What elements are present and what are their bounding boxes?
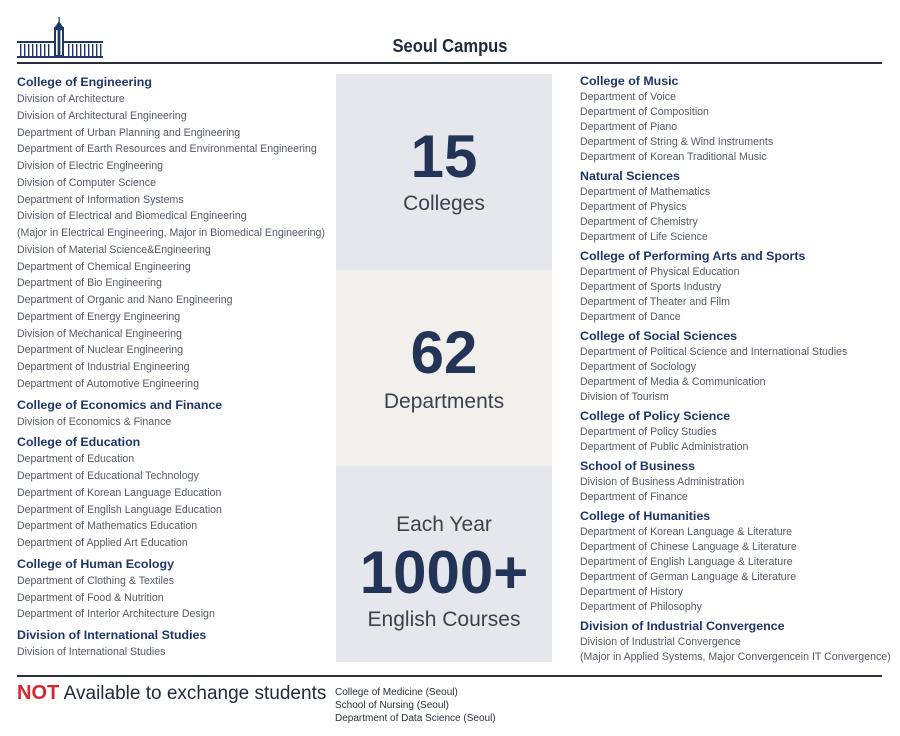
courses-count: 1000+ bbox=[359, 539, 529, 606]
college-heading-division-of-international-studies: Division of International Studies bbox=[17, 628, 207, 642]
college-heading-college-of-performing-arts-and-sports: College of Performing Arts and Sports bbox=[580, 249, 806, 263]
departments-count: 62 bbox=[410, 319, 478, 386]
department-item: Department of Sports Industry bbox=[580, 281, 722, 293]
department-item: (Major in Electrical Engineering, Major in Biomedical Engineering) bbox=[17, 227, 325, 239]
colleges-stat-panel bbox=[336, 74, 552, 270]
bottom-divider bbox=[17, 675, 882, 677]
college-heading-college-of-social-sciences: College of Social Sciences bbox=[580, 329, 738, 343]
left-college-list bbox=[17, 73, 335, 661]
department-item: Department of Food & Nutrition bbox=[17, 591, 164, 604]
department-item: Department of Korean Traditional Music bbox=[580, 151, 767, 163]
departments-stat-panel bbox=[336, 270, 552, 466]
courses-stat-panel bbox=[336, 466, 552, 662]
department-item: Department of Earth Resources and Environmental Engineering bbox=[17, 143, 317, 156]
department-item: Department of Urban Planning and Engineering bbox=[17, 126, 241, 139]
department-item: Department of Korean Language & Literature bbox=[580, 526, 793, 538]
department-item: Department of Chemical Engineering bbox=[17, 260, 191, 273]
department-item: Department of Automotive Engineering bbox=[17, 377, 199, 390]
department-item: Division of Industrial Convergence bbox=[580, 636, 741, 648]
department-item: Department of Piano bbox=[580, 121, 678, 133]
excluded-unit-item: Department of Data Science (Seoul) bbox=[335, 713, 496, 724]
page-title: Seoul Campus bbox=[392, 36, 508, 56]
department-item: Department of Clothing & Textiles bbox=[17, 574, 175, 587]
college-heading-college-of-humanities: College of Humanities bbox=[580, 509, 711, 523]
department-item: Department of Information Systems bbox=[17, 193, 184, 206]
department-item: Department of Public Administration bbox=[580, 441, 749, 453]
courses-label: English Courses bbox=[367, 608, 521, 631]
department-item: Division of Tourism bbox=[580, 391, 669, 403]
department-item: Department of Mathematics bbox=[580, 186, 711, 198]
department-item: Division of Material Science&Engineering bbox=[17, 243, 211, 256]
top-divider bbox=[17, 62, 882, 64]
department-item: Department of Bio Engineering bbox=[17, 277, 162, 290]
not-word: NOT bbox=[17, 682, 60, 704]
courses-prefix: Each Year bbox=[396, 513, 492, 536]
college-heading-division-of-industrial-convergence: Division of Industrial Convergence bbox=[580, 619, 785, 633]
department-item: (Major in Applied Systems, Major Convergencein IT Convergence) bbox=[580, 651, 891, 663]
department-item: Division of Economics & Finance bbox=[17, 415, 172, 428]
department-item: Department of Life Science bbox=[580, 231, 708, 243]
department-item: Division of Computer Science bbox=[17, 176, 156, 189]
college-heading-college-of-economics-and-finance: College of Economics and Finance bbox=[17, 397, 223, 412]
college-heading-college-of-human-ecology: College of Human Ecology bbox=[17, 556, 174, 571]
department-item: Division of Architectural Engineering bbox=[17, 109, 187, 122]
department-item: Division of International Studies bbox=[17, 646, 166, 658]
colleges-label: Colleges bbox=[403, 192, 485, 215]
department-item: Department of Chemistry bbox=[580, 216, 698, 228]
department-item: Department of Education bbox=[17, 453, 135, 466]
department-item: Department of Nuclear Engineering bbox=[17, 344, 184, 357]
department-item: Department of Industrial Engineering bbox=[17, 361, 190, 373]
department-item: Department of Sociology bbox=[580, 361, 697, 373]
right-college-list bbox=[580, 73, 890, 665]
department-item: Department of Physics bbox=[580, 201, 687, 213]
department-item: Department of English Language & Literature bbox=[580, 556, 793, 568]
department-item: Department of Organic and Nano Engineering bbox=[17, 294, 233, 306]
college-heading-natural-sciences: Natural Sciences bbox=[580, 169, 680, 183]
department-item: Division of Business Administration bbox=[580, 476, 745, 488]
excluded-unit-item: School of Nursing (Seoul) bbox=[335, 700, 449, 711]
department-item: Department of German Language & Literature bbox=[580, 571, 797, 583]
department-item: Department of Physical Education bbox=[580, 266, 740, 278]
department-item: Department of Finance bbox=[580, 491, 688, 503]
department-item: Department of Voice bbox=[580, 91, 676, 103]
department-item: Department of String & Wind Instruments bbox=[580, 136, 774, 148]
college-heading-college-of-music: College of Music bbox=[580, 74, 679, 88]
department-item: Department of Policy Studies bbox=[580, 426, 717, 438]
excluded-unit-item: College of Medicine (Seoul) bbox=[335, 687, 458, 698]
department-item: Department of Mathematics Education bbox=[17, 520, 198, 533]
not-available-text: Available to exchange students bbox=[63, 683, 327, 704]
college-heading-college-of-engineering: College of Engineering bbox=[17, 75, 152, 89]
college-heading-college-of-education: College of Education bbox=[17, 435, 141, 450]
department-item: Department of Educational Technology bbox=[17, 470, 199, 482]
department-item: Department of Applied Art Education bbox=[17, 537, 188, 549]
department-item: Division of Electric Engineering bbox=[17, 160, 164, 172]
college-heading-college-of-policy-science: College of Policy Science bbox=[580, 409, 731, 423]
department-item: Department of Dance bbox=[580, 311, 681, 323]
department-item: Department of English Language Education bbox=[17, 503, 222, 516]
not-available-notice bbox=[17, 682, 326, 705]
department-item: Department of Energy Engineering bbox=[17, 310, 181, 323]
department-item: Department of Interior Architecture Design bbox=[17, 608, 215, 621]
department-item: Department of Political Science and International Studies bbox=[580, 346, 848, 358]
excluded-units-list bbox=[335, 686, 496, 725]
department-item: Department of Korean Language Education bbox=[17, 486, 222, 499]
department-item: Department of Composition bbox=[580, 106, 709, 118]
college-heading-school-of-business: School of Business bbox=[580, 459, 695, 473]
department-item: Division of Electrical and Biomedical Engineering bbox=[17, 210, 247, 223]
departments-label: Departments bbox=[383, 390, 505, 413]
colleges-count: 15 bbox=[410, 123, 478, 190]
department-item: Department of Theater and Film bbox=[580, 296, 730, 308]
department-item: Department of Media & Communication bbox=[580, 376, 766, 388]
department-item: Department of Philosophy bbox=[580, 601, 702, 613]
department-item: Division of Architecture bbox=[17, 93, 125, 105]
department-item: Department of Chinese Language & Literature bbox=[580, 541, 797, 553]
department-item: Department of History bbox=[580, 586, 684, 598]
department-item: Division of Mechanical Engineering bbox=[17, 327, 182, 340]
